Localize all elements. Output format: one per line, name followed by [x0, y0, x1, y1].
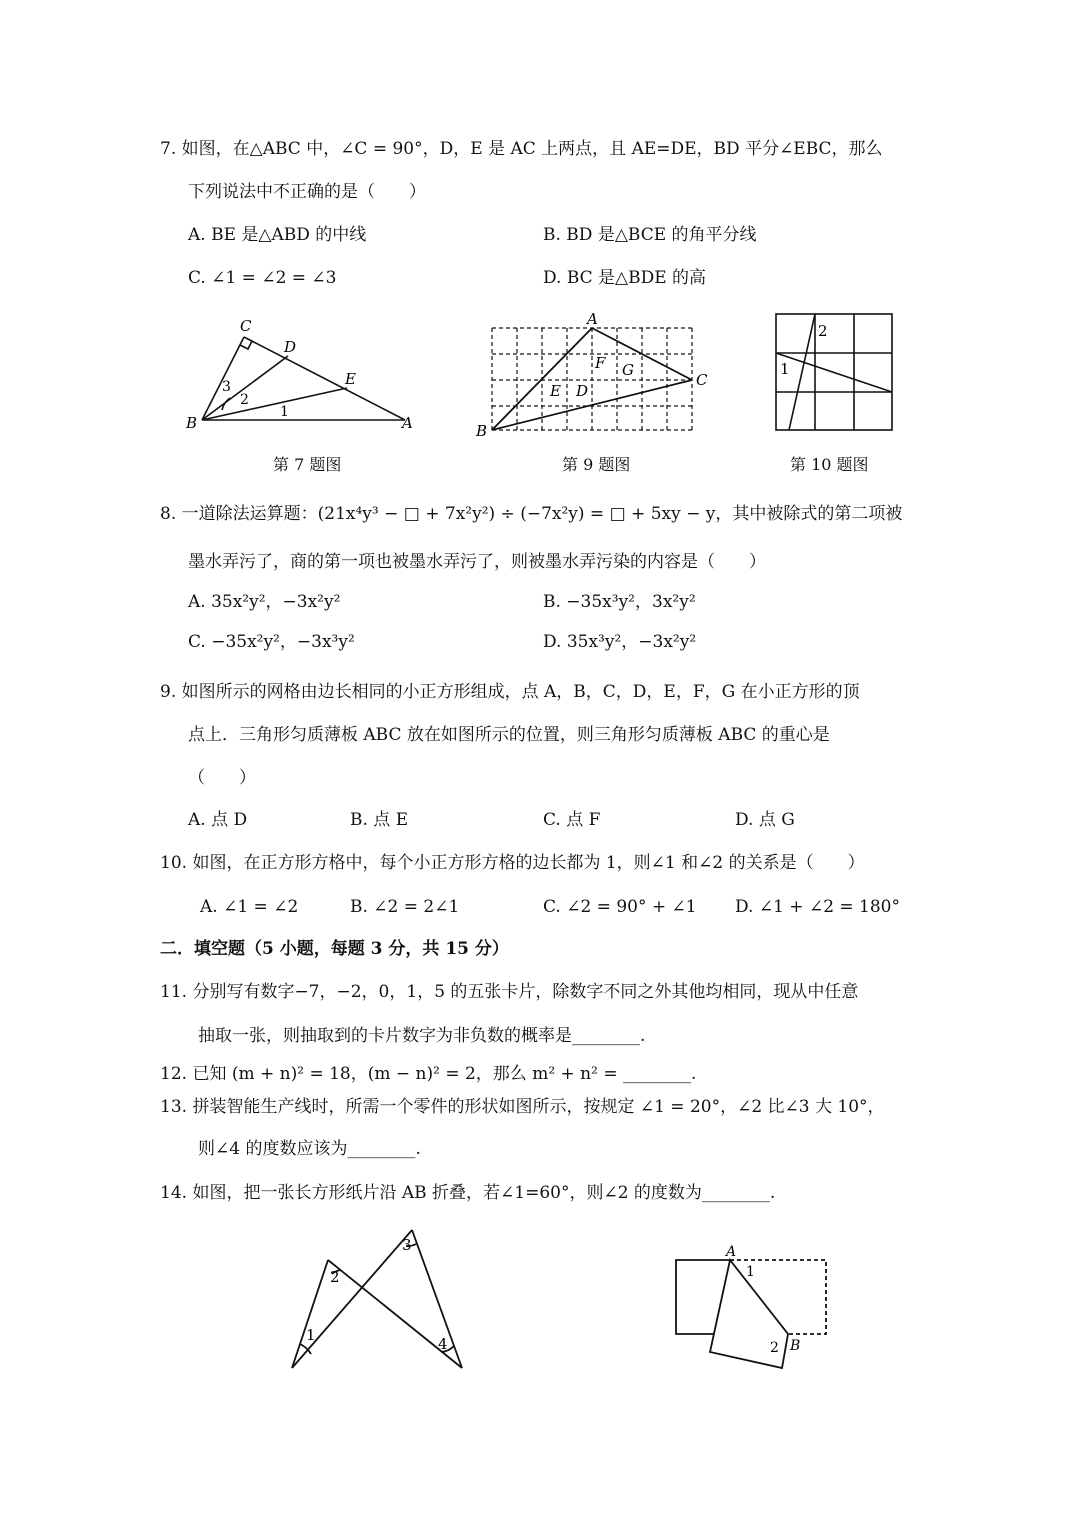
- q10-option-a: A. ∠1 = ∠2: [200, 897, 299, 917]
- figure-9: [474, 310, 720, 440]
- fig7-label-c: C: [240, 317, 252, 335]
- section2-heading: 二．填空题（5 小题，每题 3 分，共 15 分）: [160, 939, 509, 959]
- fig7-label-d: D: [284, 338, 297, 356]
- q8-option-a: A. 35x²y²，−3x²y²: [188, 592, 341, 612]
- q9-stem-line3: （ ）: [188, 768, 256, 788]
- q8-option-c: C. −35x²y²，−3x³y²: [188, 632, 355, 652]
- fig13-label-1: 1: [306, 1326, 316, 1344]
- q9-option-a: A. 点 D: [188, 810, 248, 830]
- fig7-line-ca: [244, 337, 405, 420]
- fig9-label-d: D: [576, 382, 589, 400]
- figure-7: [180, 312, 420, 437]
- fig13-label-2: 2: [330, 1268, 340, 1286]
- q9-stem-line1: 9. 如图所示的网格由边长相同的小正方形组成，点 A，B，C，D，E，F，G 在小正方形的顶: [160, 682, 860, 702]
- fig10-caption: 第 10 题图: [790, 455, 869, 474]
- q7-option-a: A. BE 是△ABD 的中线: [188, 225, 367, 245]
- fig13-line-cross-2: [292, 1230, 412, 1368]
- figure-10: [772, 310, 898, 434]
- q13-stem-line2: 则∠4 的度数应该为________.: [198, 1139, 421, 1159]
- fig10-line-1: [776, 353, 892, 392]
- fig14-label-b: B: [790, 1338, 801, 1354]
- q11-stem-line2: 抽取一张，则抽取到的卡片数字为非负数的概率是________.: [198, 1026, 646, 1046]
- fig9-label-g: G: [622, 361, 634, 379]
- fig9-label-f: F: [595, 354, 606, 372]
- fig7-label-a: A: [402, 414, 413, 432]
- figure-14: [670, 1238, 836, 1370]
- fig9-label-a: A: [587, 310, 598, 328]
- q14-stem-line1: 14. 如图，把一张长方形纸片沿 AB 折叠，若∠1=60°，则∠2 的度数为________.: [160, 1183, 776, 1203]
- fig14-rect-dashed: [730, 1260, 826, 1334]
- q9-option-b: B. 点 E: [350, 810, 409, 830]
- q8-stem-line1: 8. 一道除法运算题：(21x⁴y³ − □ + 7x²y²) ÷ (−7x²y) = □ + 5xy − y，其中被除式的第二项被: [160, 504, 903, 524]
- q11-stem-line1: 11. 分别写有数字−7，−2，0，1，5 的五张卡片，除数字不同之外其他均相同，现从中任意: [160, 982, 859, 1002]
- fig7-caption: 第 7 题图: [273, 455, 342, 474]
- q10-option-b: B. ∠2 = 2∠1: [350, 897, 460, 917]
- q13-stem-line1: 13. 拼装智能生产线时，所需一个零件的形状如图所示，按规定 ∠1 = 20°，∠2 比∠3 大 10°，: [160, 1097, 885, 1117]
- fig14-label-1: 1: [746, 1264, 755, 1280]
- figure-13: [284, 1222, 470, 1374]
- fig14-label-2: 2: [770, 1340, 779, 1356]
- fig7-label-b: B: [186, 414, 198, 432]
- q8-option-b: B. −35x³y²，3x²y²: [543, 592, 696, 612]
- q9-option-d: D. 点 G: [735, 810, 795, 830]
- q10-stem-line1: 10. 如图，在正方形方格中，每个小正方形方格的边长都为 1，则∠1 和∠2 的关系是（ ）: [160, 853, 865, 873]
- q10-option-c: C. ∠2 = 90° + ∠1: [543, 897, 697, 917]
- fig9-label-b: B: [476, 422, 488, 440]
- fig13-label-4: 4: [438, 1335, 448, 1353]
- q7-stem-line2: 下列说法中不正确的是（ ）: [188, 182, 426, 202]
- fig7-label-1: 1: [280, 404, 289, 420]
- q9-stem-line2: 点上．三角形匀质薄板 ABC 放在如图所示的位置，则三角形匀质薄板 ABC 的重心是: [188, 725, 830, 745]
- fig10-label-1: 1: [780, 360, 790, 378]
- q7-option-d: D. BC 是△BDE 的高: [543, 268, 707, 288]
- q8-stem-line2: 墨水弄污了，商的第一项也被墨水弄污了，则被墨水弄污染的内容是（ ）: [188, 552, 766, 572]
- q12-stem-line1: 12. 已知 (m + n)² = 18，(m − n)² = 2，那么 m² + n² = ________.: [160, 1064, 697, 1084]
- fig10-line-2: [789, 314, 815, 430]
- q7-option-b: B. BD 是△BCE 的角平分线: [543, 225, 757, 245]
- q7-stem-line1: 7. 如图，在△ABC 中，∠C = 90°，D，E 是 AC 上两点，且 AE=DE，BD 平分∠EBC，那么: [160, 139, 883, 159]
- q9-option-c: C. 点 F: [543, 810, 601, 830]
- fig7-label-3: 3: [222, 379, 231, 395]
- fig14-label-a: A: [726, 1244, 737, 1260]
- fig7-label-e: E: [345, 370, 356, 388]
- fig9-caption: 第 9 题图: [562, 455, 631, 474]
- q10-option-d: D. ∠1 + ∠2 = 180°: [735, 897, 901, 917]
- fig9-label-c: C: [696, 371, 708, 389]
- fig7-label-2: 2: [240, 392, 249, 408]
- fig9-grid: [492, 328, 692, 430]
- q8-option-d: D. 35x³y²，−3x²y²: [543, 632, 697, 652]
- q7-option-c: C. ∠1 = ∠2 = ∠3: [188, 268, 337, 288]
- fig10-label-2: 2: [818, 322, 828, 340]
- fig9-label-e: E: [550, 382, 561, 400]
- fig13-label-3: 3: [402, 1236, 412, 1254]
